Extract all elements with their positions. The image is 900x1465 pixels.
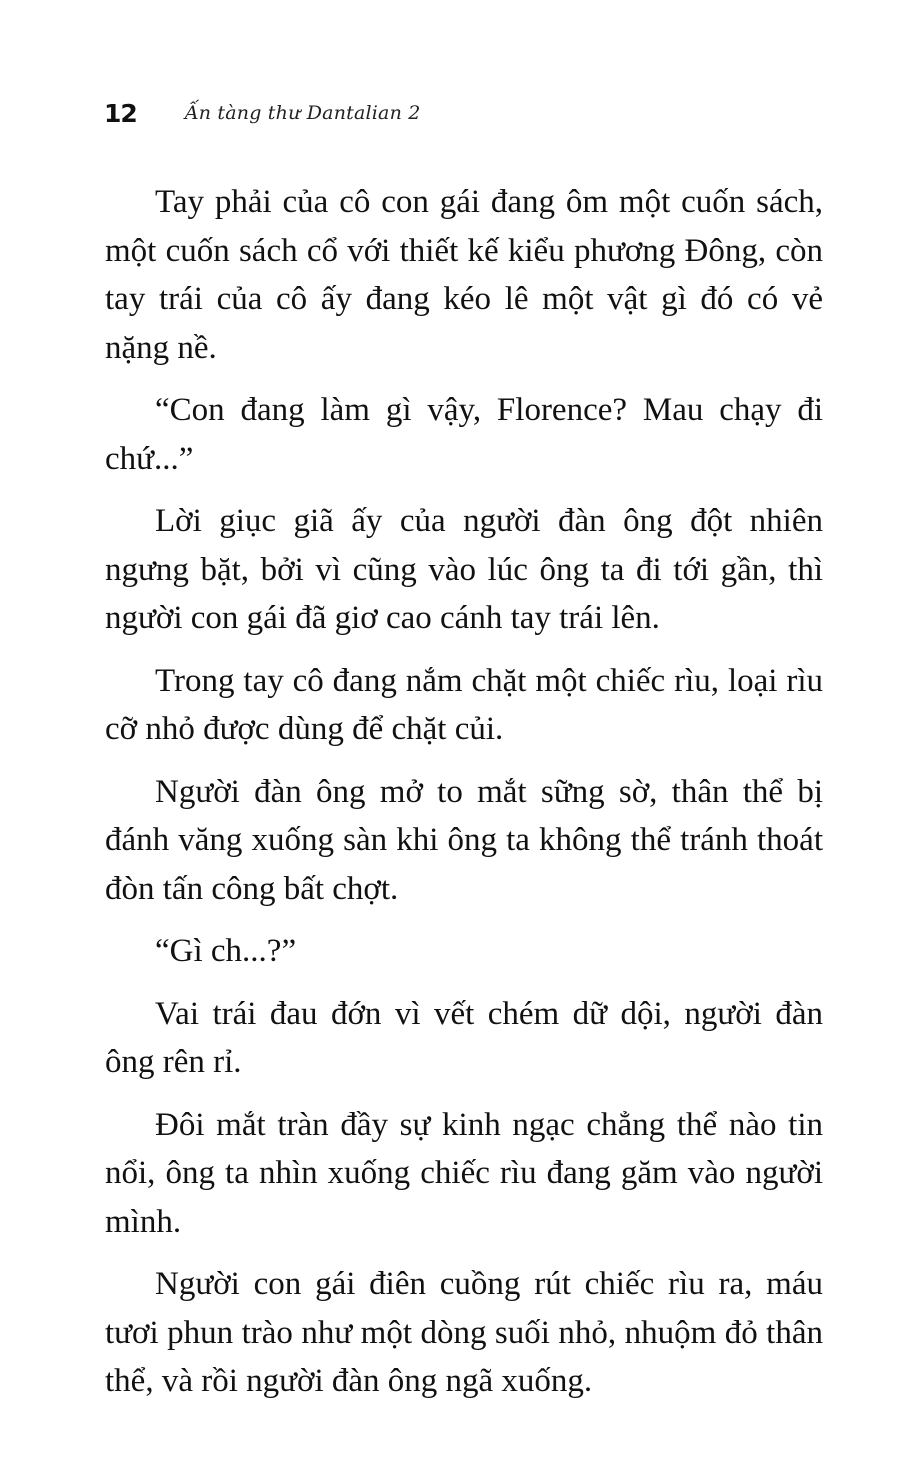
paragraph: Người con gái điên cuồng rút chiếc rìu ra, máu tươi phun trào như một dòng suối nhỏ, nhuộm đỏ thân thể, và rồi người đàn ông ngã xuống. — [105, 1266, 823, 1399]
body-text — [105, 178, 823, 1420]
paragraph: “Con đang làm gì vậy, Florence? Mau chạy đi chứ...” — [105, 392, 823, 477]
paragraph: Đôi mắt tràn đầy sự kinh ngạc chẳng thể nào tin nổi, ông ta nhìn xuống chiếc rìu đang găm vào người mình. — [105, 1106, 823, 1240]
running-title: Ấn tàng thư Dantalian 2 — [184, 102, 421, 124]
paragraph: Tay phải của cô con gái đang ôm một cuốn sách, một cuốn sách cổ với thiết kế kiểu phương Đông, còn tay trái của cô ấy đang kéo lê một vật gì đó có vẻ nặng nề. — [105, 184, 823, 366]
paragraph: Trong tay cô đang nắm chặt một chiếc rìu, loại rìu cỡ nhỏ được dùng để chặt củi. — [105, 662, 823, 747]
page-number: 12 — [104, 98, 137, 128]
paragraph: “Gì ch...?” — [155, 933, 297, 969]
page-header — [104, 95, 421, 131]
paragraph: Lời giục giã ấy của người đàn ông đột nhiên ngưng bặt, bởi vì cũng vào lúc ông ta đi tới gần, thì người con gái đã giơ cao cánh tay trái lên. — [105, 503, 823, 636]
paragraph: Người đàn ông mở to mắt sững sờ, thân thể bị đánh văng xuống sàn khi ông ta không thể tránh thoát đòn tấn công bất chợt. — [105, 773, 823, 907]
paragraph: Vai trái đau đớn vì vết chém dữ dội, người đàn ông rên rỉ. — [105, 995, 823, 1080]
